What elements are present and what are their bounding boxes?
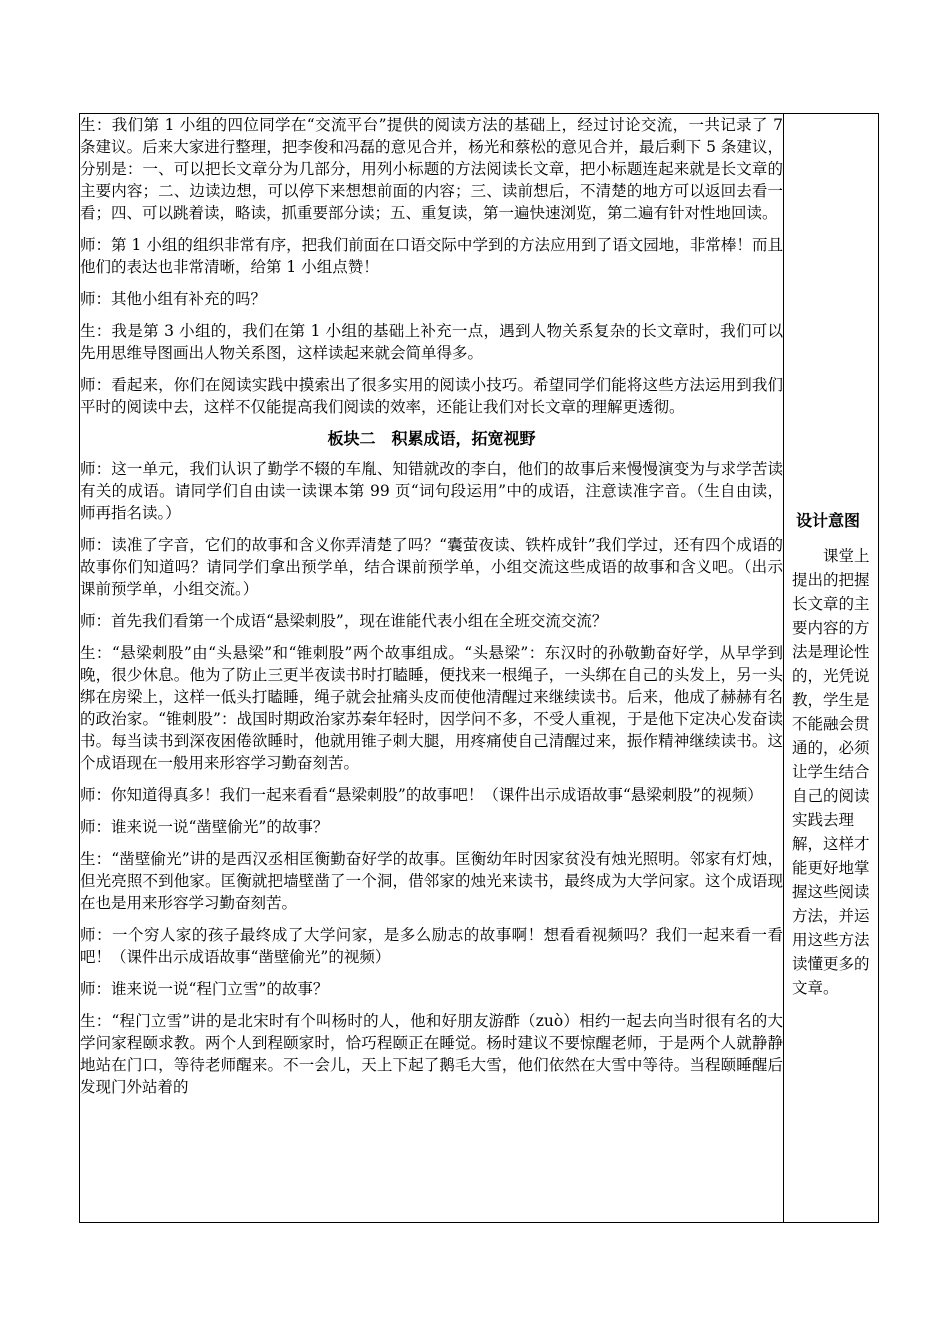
paragraph: 生：“悬梁刺股”由“头悬梁”和“锥刺股”两个故事组成。“头悬梁”：东汉时的孙敬勤奋好学，从早学到晚，很少休息。他为了防止三更半夜读书时打瞌睡，便找来一根绳子，一头绑在自己的头发上，另一头绑在房梁上，这样一低头打瞌睡，绳子就会扯痛头皮而使他清醒过来继续读书。后来，他成了赫赫有名的政治家。“锥刺股”：战国时期政治家苏秦年轻时，因学问不多，不受人重视，于是他下定决心发奋读书。每当读书到深夜困倦欲睡时，他就用锥子刺大腿，用疼痛使自己清醒过来，振作精神继续读书。这个成语现在一般用来形容学习勤奋刻苦。 (80, 644, 783, 772)
lesson-table (79, 113, 879, 1223)
section-heading: 板块二 积累成语，拓宽视野 (327, 429, 536, 448)
paragraph: 师：看起来，你们在阅读实践中摸索出了很多实用的阅读小技巧。希望同学们能将这些方法运用到我们平时的阅读中去，这样不仅能提高我们阅读的效率，还能让我们对长文章的理解更透彻。 (80, 376, 783, 416)
document-page (79, 113, 877, 1223)
paragraph: 师：一个穷人家的孩子最终成了大学问家，是多么励志的故事啊！想看看视频吗？我们一起来看一看吧！（课件出示成语故事“凿壁偷光”的视频） (80, 926, 783, 966)
paragraph: 师：读准了字音，它们的故事和含义你弄清楚了吗？“囊萤夜读、铁杵成针”我们学过，还有四个成语的故事你们知道吗？请同学们拿出预学单，结合课前预学单，小组交流这些成语的故事和含义吧。（出示课前预学单，小组交流。） (80, 536, 783, 598)
paragraph: 师：第 1 小组的组织非常有序，把我们前面在口语交际中学到的方法应用到了语文园地，非常棒！而且他们的表达也非常清晰，给第 1 小组点赞！ (80, 236, 783, 276)
paragraph: 师：首先我们看第一个成语“悬梁刺股”，现在谁能代表小组在全班交流交流？ (80, 612, 608, 630)
paragraph: 生：我们第 1 小组的四位同学在“交流平台”提供的阅读方法的基础上，经过讨论交流，一共记录了 7 条建议。后来大家进行整理，把李俊和冯磊的意见合并，杨光和蔡松的意见合并，最后剩下 5 条建议，分别是：一、可以把长文章分为几部分，用列小标题的方法阅读长文章，把小标题连起来就是长文章的主要内容；二、边读边想，可以停下来想想前面的内容；三、读前想后，不清楚的地方可以返回去看一看；四、可以跳着读，略读，抓重要部分读；五、重复读，第一遍快速浏览，第二遍有针对性地回读。 (80, 116, 783, 222)
paragraph: 生：我是第 3 小组的，我们在第 1 小组的基础上补充一点，遇到人物关系复杂的长文章时，我们可以先用思维导图画出人物关系图，这样读起来就会简单得多。 (80, 322, 783, 362)
paragraph: 生：“凿壁偷光”讲的是西汉丞相匡衡勤奋好学的故事。匡衡幼年时因家贫没有烛光照明。邻家有灯烛，但光亮照不到他家。匡衡就把墙壁凿了一个洞，借邻家的烛光来读书，最终成为大学问家。这个成语现在也是用来形容学习勤奋刻苦。 (80, 850, 783, 912)
design-intent-cell (784, 114, 879, 1223)
paragraph: 师：你知道得真多！我们一起来看看“悬梁刺股”的故事吧！（课件出示成语故事“悬梁刺股”的视频） (80, 786, 763, 804)
paragraph: 师：这一单元，我们认识了勤学不辍的车胤、知错就改的李白，他们的故事后来慢慢演变为与求学苦读有关的成语。请同学们自由读一读课本第 99 页“词句段运用”中的成语，注意读准字音。（生自由读，师再指名读。） (80, 460, 783, 522)
design-intent-text: 课堂上提出的把握长文章的主要内容的方法是理论性的，光凭说教，学生是不能融会贯通的，必须让学生结合自己的阅读实践去理解，这样才能更好地掌握这些阅读方法，并运用这些方法读懂更多的文章。 (792, 547, 870, 997)
design-intent-title: 设计意图 (796, 511, 861, 530)
paragraph: 生：“程门立雪”讲的是北宋时有个叫杨时的人，他和好朋友游酢（zuò）相约一起去向当时很有名的大学问家程颐求教。两个人到程颐家时，恰巧程颐正在睡觉。杨时建议不要惊醒老师，于是两个人就静静地站在门口，等待老师醒来。不一会儿，天上下起了鹅毛大雪，他们依然在大雪中等待。当程颐睡醒后发现门外站着的 (80, 1012, 783, 1096)
paragraph: 师：谁来说一说“程门立雪”的故事？ (80, 980, 329, 998)
paragraph: 师：其他小组有补充的吗？ (80, 290, 267, 308)
paragraph: 师：谁来说一说“凿壁偷光”的故事？ (80, 818, 329, 836)
lesson-content-cell (80, 114, 784, 1223)
